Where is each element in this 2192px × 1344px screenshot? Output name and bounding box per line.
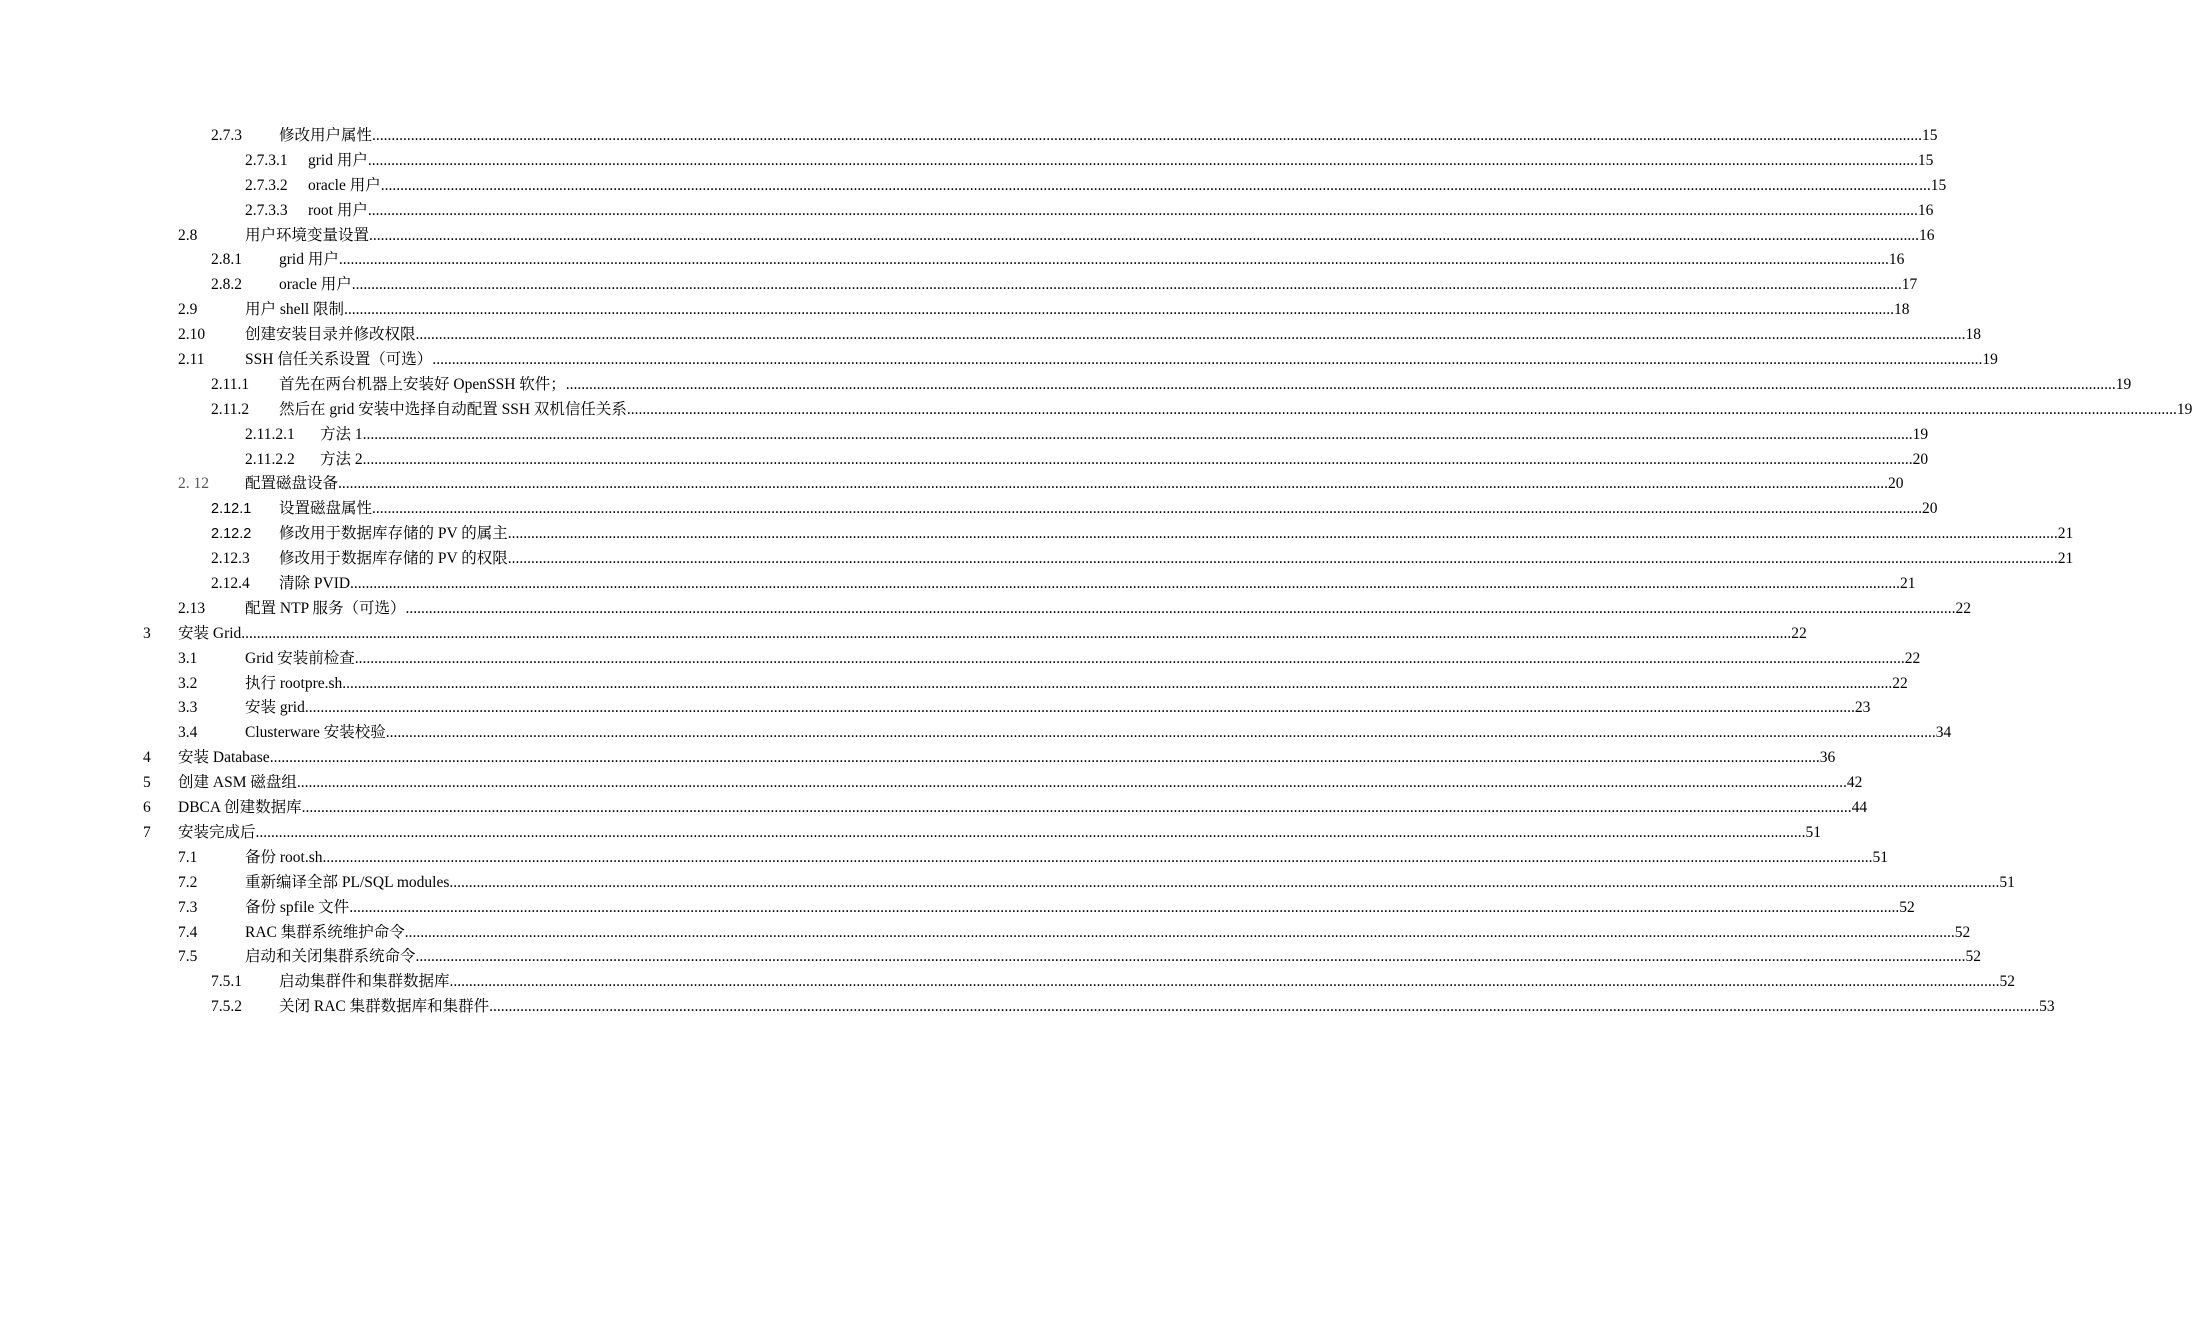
dot-leader: ................................................................................................................................................................................................................................................................................................................................................................................................................: [354, 649, 1905, 667]
dot-leader: ................................................................................................................................................................................................................................................................................................................................................................................................................: [338, 251, 1889, 269]
toc-entry[interactable]: [0, 921, 1971, 946]
toc-entry[interactable]: [0, 174, 1947, 199]
toc-entry-number: 7.5: [178, 948, 198, 966]
toc-entry-page-number: 19: [2176, 400, 2192, 418]
toc-entry-page-number: 51: [1872, 848, 1889, 866]
toc-entry-title: 备份 spfile 文件: [245, 898, 350, 916]
toc-entry-number: 2.9: [178, 301, 198, 319]
toc-entry[interactable]: [0, 721, 1952, 746]
toc-entry[interactable]: [0, 672, 1908, 697]
toc-entry[interactable]: [0, 647, 1921, 672]
toc-entry-page-number: 21: [2057, 550, 2074, 568]
toc-entry-number: 7.2: [178, 873, 198, 891]
toc-entry-number: 2.7.3.3: [245, 201, 288, 219]
dot-leader: ................................................................................................................................................................................................................................................................................................................................................................................................................: [626, 400, 2177, 418]
toc-entry-title: 启动集群件和集群数据库: [279, 973, 450, 991]
toc-entry-page-number: 16: [1917, 201, 1934, 219]
toc-entry[interactable]: [0, 622, 1807, 647]
toc-entry-number: 2.11.2: [211, 400, 250, 418]
dot-leader: ................................................................................................................................................................................................................................................................................................................................................................................................................: [338, 475, 1889, 493]
dot-leader: ................................................................................................................................................................................................................................................................................................................................................................................................................: [380, 176, 1931, 194]
toc-entry-page-number: 15: [1917, 151, 1934, 169]
dot-leader: ................................................................................................................................................................................................................................................................................................................................................................................................................: [367, 201, 1918, 219]
toc-entry-title: Grid 安装前检查: [245, 649, 355, 667]
toc-entry[interactable]: [0, 124, 1938, 149]
dot-leader: ................................................................................................................................................................................................................................................................................................................................................................................................................: [344, 301, 1895, 319]
toc-entry-title: 然后在 grid 安装中选择自动配置 SSH 双机信任关系: [279, 400, 627, 418]
toc-entry-number: 2.7.3: [211, 127, 242, 144]
toc-entry-title: 安装 Database: [178, 749, 270, 767]
toc-entry-page-number: 17: [1901, 276, 1918, 294]
toc-entry-page-number: 21: [2057, 525, 2074, 543]
toc-entry-number: 2.11.2.2: [245, 450, 295, 468]
toc-entry-page-number: 18: [1894, 301, 1910, 319]
toc-entry-title: 重新编译全部 PL/SQL modules: [245, 873, 450, 891]
toc-entry[interactable]: [0, 248, 1905, 273]
toc-entry[interactable]: [0, 945, 1982, 970]
toc-entry-number: 2.7.3.2: [245, 176, 288, 194]
toc-entry-title: 执行 rootpre.sh: [245, 674, 343, 692]
toc-entry[interactable]: [0, 896, 1915, 921]
toc-entry-number: 7.1: [178, 848, 198, 866]
toc-entry[interactable]: [0, 497, 1938, 522]
toc-entry[interactable]: [0, 348, 1998, 373]
dot-leader: ................................................................................................................................................................................................................................................................................................................................................................................................................: [362, 425, 1913, 443]
toc-entry-page-number: 51: [1999, 873, 2015, 891]
toc-entry-number: 7.5.1: [211, 973, 242, 991]
toc-entry-number: 3.4: [178, 724, 198, 742]
dot-leader: ................................................................................................................................................................................................................................................................................................................................................................................................................: [507, 550, 2058, 568]
toc-entry-number: 7: [143, 823, 151, 841]
dot-leader: ................................................................................................................................................................................................................................................................................................................................................................................................................: [269, 749, 1820, 767]
toc-entry-number: 3.3: [178, 699, 198, 717]
toc-entry-title: RAC 集群系统维护命令: [245, 923, 405, 941]
dot-leader: ................................................................................................................................................................................................................................................................................................................................................................................................................: [351, 276, 1902, 294]
toc-entry-title: 用户环境变量设置: [245, 226, 370, 244]
toc-entry-number: 3: [143, 624, 151, 642]
dot-leader: ................................................................................................................................................................................................................................................................................................................................................................................................................: [432, 351, 1983, 369]
toc-entry-page-number: 15: [1930, 176, 1947, 194]
toc-entry-title: 修改用户属性: [279, 127, 373, 144]
toc-entry-number: 2. 12: [178, 475, 209, 493]
dot-leader: ................................................................................................................................................................................................................................................................................................................................................................................................................: [362, 450, 1913, 468]
toc-entry-title: 安装完成后: [178, 823, 256, 841]
toc-entry-page-number: 20: [1888, 475, 1904, 493]
toc-entry-number: 2.13: [178, 599, 206, 617]
dot-leader: ................................................................................................................................................................................................................................................................................................................................................................................................................: [255, 823, 1806, 841]
toc-entry-page-number: 19: [1912, 425, 1929, 443]
toc-entry[interactable]: [0, 970, 2016, 995]
dot-leader: ................................................................................................................................................................................................................................................................................................................................................................................................................: [372, 127, 1923, 144]
toc-entry-number: 2.12.4: [211, 575, 250, 593]
toc-entry-number: 2.12.2: [211, 526, 252, 543]
toc-entry-title: 清除 PVID: [279, 575, 351, 593]
toc-entry[interactable]: [0, 522, 2074, 547]
dot-leader: ................................................................................................................................................................................................................................................................................................................................................................................................................: [565, 375, 2116, 393]
dot-leader: ................................................................................................................................................................................................................................................................................................................................................................................................................: [369, 226, 1920, 244]
toc-entry-page-number: 16: [1919, 226, 1935, 244]
toc-entry-title: Clusterware 安装校验: [245, 724, 386, 742]
toc-entry-page-number: 36: [1819, 749, 1836, 767]
toc-entry-page-number: 20: [1912, 450, 1929, 468]
toc-entry-number: 2.8.1: [211, 251, 242, 269]
dot-leader: ................................................................................................................................................................................................................................................................................................................................................................................................................: [404, 923, 1955, 941]
toc-entry-title: 关闭 RAC 集群数据库和集群件: [279, 998, 490, 1016]
toc-entry[interactable]: [0, 696, 1871, 721]
toc-entry-number: 2.8: [178, 226, 198, 244]
dot-leader: ................................................................................................................................................................................................................................................................................................................................................................................................................: [349, 898, 1900, 916]
toc-entry[interactable]: [0, 995, 2055, 1020]
toc-entry[interactable]: [0, 373, 2132, 398]
toc-entry[interactable]: [0, 597, 1971, 622]
toc-entry-title: 修改用于数据库存储的 PV 的权限: [279, 550, 508, 568]
dot-leader: ................................................................................................................................................................................................................................................................................................................................................................................................................: [322, 848, 1873, 866]
toc-entry-number: 4: [143, 749, 151, 767]
toc-entry-page-number: 52: [1899, 898, 1915, 916]
toc-entry[interactable]: [0, 298, 1910, 323]
toc-entry-page-number: 19: [2115, 375, 2132, 393]
toc-entry-page-number: 44: [1851, 799, 1868, 817]
toc-entry-title: 安装 grid: [245, 699, 305, 717]
toc-entry-title: 启动和关闭集群系统命令: [245, 948, 416, 966]
toc-entry[interactable]: [0, 547, 2074, 572]
toc-entry-title: 创建安装目录并修改权限: [245, 326, 416, 344]
toc-entry-page-number: 42: [1846, 774, 1863, 792]
toc-entry[interactable]: [0, 821, 1822, 846]
toc-entry-page-number: 34: [1935, 724, 1952, 742]
dot-leader: ................................................................................................................................................................................................................................................................................................................................................................................................................: [372, 500, 1923, 518]
toc-entry-page-number: 16: [1888, 251, 1905, 269]
toc-entry-page-number: 52: [1954, 923, 1971, 941]
toc-entry-page-number: 22: [1955, 599, 1971, 617]
toc-entry-page-number: 20: [1922, 500, 1938, 518]
dot-leader: ................................................................................................................................................................................................................................................................................................................................................................................................................: [449, 973, 2000, 991]
dot-leader: ................................................................................................................................................................................................................................................................................................................................................................................................................: [350, 575, 1901, 593]
toc-entry-number: 2.12.1: [211, 501, 252, 518]
toc-entry-number: 7.3: [178, 898, 198, 916]
dot-leader: ................................................................................................................................................................................................................................................................................................................................................................................................................: [304, 699, 1855, 717]
dot-leader: ................................................................................................................................................................................................................................................................................................................................................................................................................: [296, 774, 1847, 792]
dot-leader: ................................................................................................................................................................................................................................................................................................................................................................................................................: [415, 326, 1966, 344]
dot-leader: ................................................................................................................................................................................................................................................................................................................................................................................................................: [301, 799, 1852, 817]
toc-entry[interactable]: [0, 199, 1934, 224]
toc-entry-number: 5: [143, 774, 151, 792]
toc-entry-number: 2.8.2: [211, 276, 242, 294]
dot-leader: ................................................................................................................................................................................................................................................................................................................................................................................................................: [489, 998, 2040, 1016]
toc-entry[interactable]: [0, 771, 1863, 796]
toc-entry-number: 3.2: [178, 674, 198, 692]
toc-entry-number: 2.12.3: [211, 550, 250, 568]
toc-entry-title: root 用户: [308, 201, 368, 219]
dot-leader: ................................................................................................................................................................................................................................................................................................................................................................................................................: [342, 674, 1893, 692]
toc-entry-number: 2.11.1: [211, 375, 250, 393]
toc-entry-number: 2.7.3.1: [245, 151, 288, 169]
dot-leader: ................................................................................................................................................................................................................................................................................................................................................................................................................: [367, 151, 1918, 169]
toc-entry[interactable]: [0, 796, 1868, 821]
toc-entry-page-number: 15: [1922, 127, 1938, 144]
toc-entry-page-number: 52: [1965, 948, 1982, 966]
toc-entry-page-number: 52: [1999, 973, 2016, 991]
toc-entry-number: 2.10: [178, 326, 206, 344]
toc-entry-title: 创建 ASM 磁盘组: [178, 774, 297, 792]
toc-entry-number: 7.5.2: [211, 998, 242, 1016]
toc-entry[interactable]: [0, 273, 1918, 298]
dot-leader: ................................................................................................................................................................................................................................................................................................................................................................................................................: [385, 724, 1936, 742]
toc-entry-page-number: 18: [1965, 326, 1982, 344]
toc-entry-page-number: 19: [1982, 351, 1998, 369]
toc-entry-title: 安装 Grid: [178, 624, 242, 642]
toc-entry-title: 方法 2: [320, 450, 363, 468]
toc-entry-number: 7.4: [178, 923, 198, 941]
toc-entry-title: 备份 root.sh: [245, 848, 323, 866]
toc-entry[interactable]: [0, 323, 1982, 348]
dot-leader: ................................................................................................................................................................................................................................................................................................................................................................................................................: [415, 948, 1966, 966]
toc-entry-title: DBCA 创建数据库: [178, 799, 302, 817]
toc-entry[interactable]: [0, 224, 1935, 249]
toc-entry[interactable]: [0, 871, 2015, 896]
toc-entry-page-number: 51: [1805, 823, 1822, 841]
toc-entry-title: 配置 NTP 服务（可选）: [245, 599, 406, 617]
toc-entry[interactable]: [0, 448, 1929, 473]
dot-leader: ................................................................................................................................................................................................................................................................................................................................................................................................................: [241, 624, 1792, 642]
toc-entry-title: oracle 用户: [308, 176, 381, 194]
toc-entry-number: 6: [143, 799, 151, 817]
toc-entry-number: 3.1: [178, 649, 198, 667]
toc-entry-page-number: 21: [1900, 575, 1916, 593]
toc-entry[interactable]: [0, 746, 1836, 771]
toc-entry-title: SSH 信任关系设置（可选）: [245, 351, 433, 369]
toc-entry[interactable]: [0, 423, 1929, 448]
toc-entry[interactable]: [0, 846, 1889, 871]
dot-leader: ................................................................................................................................................................................................................................................................................................................................................................................................................: [449, 873, 2000, 891]
toc-entry-page-number: 22: [1791, 624, 1807, 642]
toc-entry-title: 方法 1: [320, 425, 363, 443]
toc-entry-title: 修改用于数据库存储的 PV 的属主: [279, 525, 508, 543]
toc-entry-title: oracle 用户: [279, 276, 352, 294]
toc-entry[interactable]: [0, 472, 1904, 497]
toc-entry-page-number: 22: [1904, 649, 1921, 667]
toc-entry[interactable]: [0, 149, 1934, 174]
toc-entry-number: 2.11: [178, 351, 205, 369]
toc-entry[interactable]: [0, 398, 2192, 423]
toc-entry-title: 用户 shell 限制: [245, 301, 345, 319]
toc-entry-page-number: 53: [2039, 998, 2055, 1016]
toc-entry-number: 2.11.2.1: [245, 425, 295, 443]
table-of-contents: [0, 124, 2192, 1020]
toc-entry-page-number: 23: [1854, 699, 1871, 717]
toc-entry-title: 首先在两台机器上安装好 OpenSSH 软件；: [279, 375, 566, 393]
toc-entry[interactable]: [0, 572, 1916, 597]
toc-entry-title: grid 用户: [279, 251, 339, 269]
toc-entry-title: 配置磁盘设备: [245, 475, 339, 493]
toc-entry-title: grid 用户: [308, 151, 368, 169]
dot-leader: ................................................................................................................................................................................................................................................................................................................................................................................................................: [507, 525, 2058, 543]
toc-entry-title: 设置磁盘属性: [279, 500, 373, 518]
toc-entry-page-number: 22: [1892, 674, 1908, 692]
dot-leader: ................................................................................................................................................................................................................................................................................................................................................................................................................: [405, 599, 1956, 617]
